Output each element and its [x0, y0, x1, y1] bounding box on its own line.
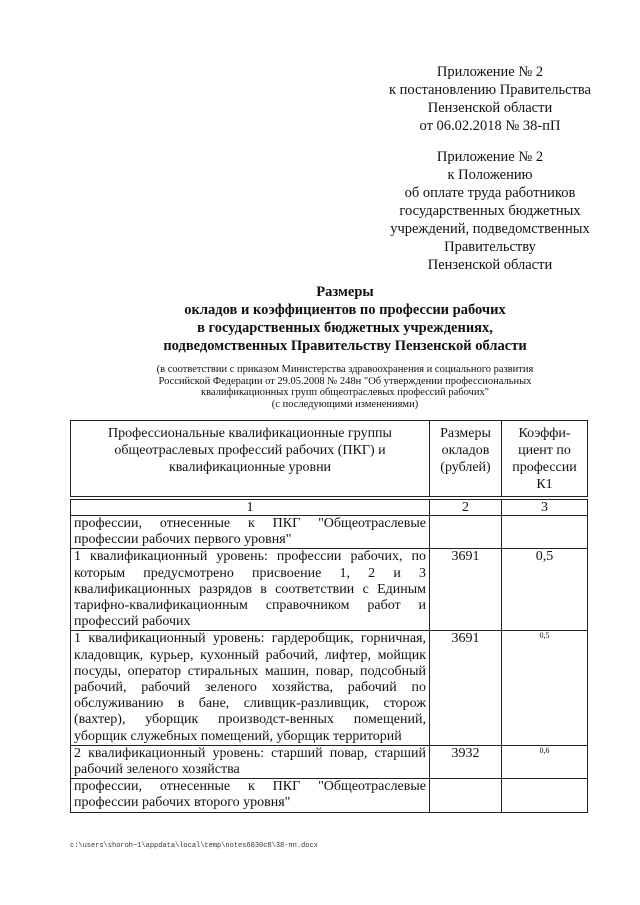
row-coefficient — [502, 745, 588, 778]
title-line: Размеры — [316, 284, 374, 300]
appendix-line: Правительству — [444, 239, 536, 255]
column-number-row — [71, 500, 588, 516]
table-row — [71, 549, 588, 631]
row-coefficient — [502, 779, 588, 812]
appendix-heading-decree — [370, 63, 610, 135]
appendix-line: учреждений, подведомственных — [390, 221, 590, 237]
row-salary — [430, 779, 502, 812]
appendix-line: от 06.02.2018 № 38-пП — [419, 118, 561, 134]
appendix-line: Пензенской области — [427, 100, 553, 116]
appendix-line: к постановлению Правительства — [389, 82, 591, 98]
table-row — [71, 779, 588, 812]
coefficient-value: 0,5 — [539, 631, 550, 641]
coefficient-value: 0,5 — [535, 549, 554, 565]
row-group-text: 2 квалификационный уровень: старший повар, старший рабочий зеленого хозяйства — [71, 745, 430, 778]
table-header-row — [71, 421, 588, 497]
appendix-line: об оплате труда работников — [404, 185, 576, 201]
table-row — [71, 745, 588, 778]
header-coefficient: Коэффи-циент по профессии К1 — [502, 421, 588, 497]
title-line: окладов и коэффициентов по профессии рабочих — [184, 302, 506, 318]
appendix-line: Приложение № 2 — [436, 149, 544, 165]
table-row — [71, 516, 588, 549]
row-group-text: профессии, отнесенные к ПКГ "Общеотраслевые профессии рабочих первого уровня" — [71, 516, 430, 549]
note-line: Российской Федерации от 29.05.2008 № 248н "Об утверждении профессиональных — [158, 375, 532, 387]
coefficient-value: 0,6 — [539, 745, 550, 755]
appendix-line: Пензенской области — [427, 257, 553, 273]
appendix-line: к Положению — [447, 167, 533, 183]
column-number: 2 — [430, 500, 502, 516]
header-qualification-groups: Профессиональные квалификационные группы общеотраслевых профессий рабочих (ПКГ) и квалификационные уровни — [71, 421, 430, 497]
document-title — [60, 283, 630, 355]
note-line: (в соответствии с приказом Министерства здравоохранения и социального развития — [156, 364, 534, 375]
row-coefficient — [502, 549, 588, 631]
note-line: (с последующими изменениями) — [271, 398, 419, 410]
note-line: квалификационных групп общеотраслевых профессий рабочих" — [201, 387, 489, 398]
table-row — [71, 631, 588, 745]
row-coefficient — [502, 516, 588, 549]
appendix-heading-regulation — [370, 148, 610, 274]
title-line: в государственных бюджетных учреждениях, — [197, 320, 493, 336]
file-path-footer: c:\users\shoroh~1\appdata\local\temp\notes6030c8\38-пп.docx — [70, 842, 318, 850]
row-group-text: 1 квалификационный уровень: профессии рабочих, по которым предусмотрено присвоение 1, 2 и 3 квалификационных разрядов в соответствии с Единым тарифно-квалификационным справочником работ и профессий рабочих — [71, 549, 430, 631]
column-number: 3 — [502, 500, 588, 516]
row-salary — [430, 516, 502, 549]
appendix-line: Приложение № 2 — [436, 64, 544, 80]
row-salary: 3932 — [430, 745, 502, 778]
row-salary: 3691 — [430, 631, 502, 745]
appendix-line: государственных бюджетных — [399, 203, 581, 219]
column-number: 1 — [71, 500, 430, 516]
row-salary: 3691 — [430, 549, 502, 631]
row-group-text: 1 квалификационный уровень: гардеробщик, горничная, кладовщик, курьер, кухонный рабочий, лифтер, мойщик посуды, оператор стиральных машин, повар, подсобный рабочий, рабочий зеленого хозяйства, рабочий по обслуживанию в бане, сливщик-разливщик, сторож (вахтер), уборщик производст-венных помещений, уборщик служебных помещений, уборщик территорий — [71, 631, 430, 745]
row-coefficient — [502, 631, 588, 745]
row-group-text: профессии, отнесенные к ПКГ "Общеотраслевые профессии рабочих второго уровня" — [71, 779, 430, 812]
legal-basis-note — [60, 364, 630, 410]
title-line: подведомственных Правительству Пензенской области — [163, 338, 527, 354]
header-salary: Размеры окладов (рублей) — [430, 421, 502, 497]
salary-table — [70, 420, 588, 813]
